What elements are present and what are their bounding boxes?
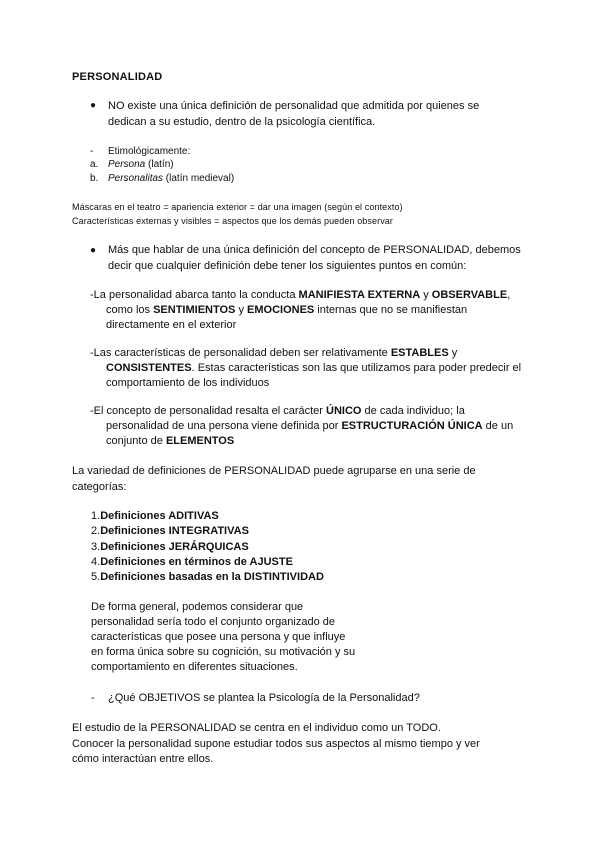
etimologia-b-marker: b. xyxy=(90,173,99,184)
etimologia-label: Etimológicamente: xyxy=(108,146,191,157)
punto1-line1: -La personalidad abarca tanto la conducta MANIFIESTA EXTERNA y OBSERVABLE, xyxy=(90,289,511,301)
forma-general-line: comportamiento en diferentes situaciones. xyxy=(91,661,298,673)
etimologia-b-term: Personalitas xyxy=(108,173,164,184)
bullet2-line2: decir que cualquier definición debe tener los siguientes puntos en común: xyxy=(108,260,467,272)
punto2-line2: CONSISTENTES. Estas características son las que utilizamos para poder predecir el xyxy=(106,362,522,374)
category-item: 1.Definiciones ADITIVAS xyxy=(91,510,219,522)
punto1-line3: directamente en el exterior xyxy=(106,319,237,331)
mascaras-line1: Máscaras en el teatro = apariencia exterior = dar una imagen (según el contexto) xyxy=(72,202,403,212)
category-item: 4.Definiciones en términos de AJUSTE xyxy=(91,556,293,568)
estudio-line: Conocer la personalidad supone estudiar todos sus aspectos al mismo tiempo y ver xyxy=(72,738,480,750)
estudio-line: cómo interactúan entre ellos. xyxy=(72,753,214,765)
etimologia-b xyxy=(108,173,234,184)
punto3-line1: -El concepto de personalidad resalta el carácter ÚNICO de cada individuo; la xyxy=(90,405,465,417)
bullet-icon: ● xyxy=(90,245,97,256)
etimologia-a-marker: a. xyxy=(90,159,99,170)
forma-general-line: características que posee una persona y que influye xyxy=(91,631,346,643)
category-item: 3.Definiciones JERÁRQUICAS xyxy=(91,541,249,553)
page-title: PERSONALIDAD xyxy=(72,71,163,83)
etimologia-dash: - xyxy=(90,146,94,157)
variedad-line2: categorías: xyxy=(72,481,127,493)
variedad-line1: La variedad de definiciones de PERSONALIDAD puede agruparse en una serie de xyxy=(72,465,476,477)
etimologia-a-term: Persona xyxy=(108,159,146,170)
pregunta-text: ¿Qué OBJETIVOS se plantea la Psicología de la Personalidad? xyxy=(108,692,420,704)
punto2-line3: comportamiento de los individuos xyxy=(106,377,270,389)
etimologia-a xyxy=(108,159,174,170)
punto2-line1: -Las características de personalidad deben ser relativamente ESTABLES y xyxy=(90,347,458,359)
forma-general-line: personalidad sería todo el conjunto organizado de xyxy=(91,616,336,628)
punto3-line2: personalidad de una persona viene definida por ESTRUCTURACIÓN ÚNICA de un xyxy=(106,420,514,432)
pregunta-dash: - xyxy=(91,692,95,704)
category-item: 2.Definiciones INTEGRATIVAS xyxy=(91,525,249,537)
mascaras-line2: Características externas y visibles = aspectos que los demás pueden observar xyxy=(72,216,394,226)
bullet1-line2: dedican a su estudio, dentro de la psicología científica. xyxy=(108,116,376,128)
bullet-icon: ● xyxy=(90,100,97,111)
estudio-line: El estudio de la PERSONALIDAD se centra en el individuo como un TODO. xyxy=(72,722,441,734)
category-item: 5.Definiciones basadas en la DISTINTIVIDAD xyxy=(91,571,324,583)
punto1-line2: como los SENTIMIENTOS y EMOCIONES internas que no se manifiestan xyxy=(106,304,468,316)
etimologia-b-note: (latín medieval) xyxy=(163,173,235,184)
forma-general-line: en forma única sobre su cognición, su motivación y su xyxy=(91,646,356,658)
bullet2-line1: Más que hablar de una única definición del concepto de PERSONALIDAD, debemos xyxy=(108,244,521,256)
forma-general-line: De forma general, podemos considerar que xyxy=(91,601,304,613)
punto3-line3: conjunto de ELEMENTOS xyxy=(106,435,235,447)
etimologia-a-note: (latín) xyxy=(145,159,174,170)
bullet1-line1: NO existe una única definición de personalidad que admitida por quienes se xyxy=(108,100,480,112)
